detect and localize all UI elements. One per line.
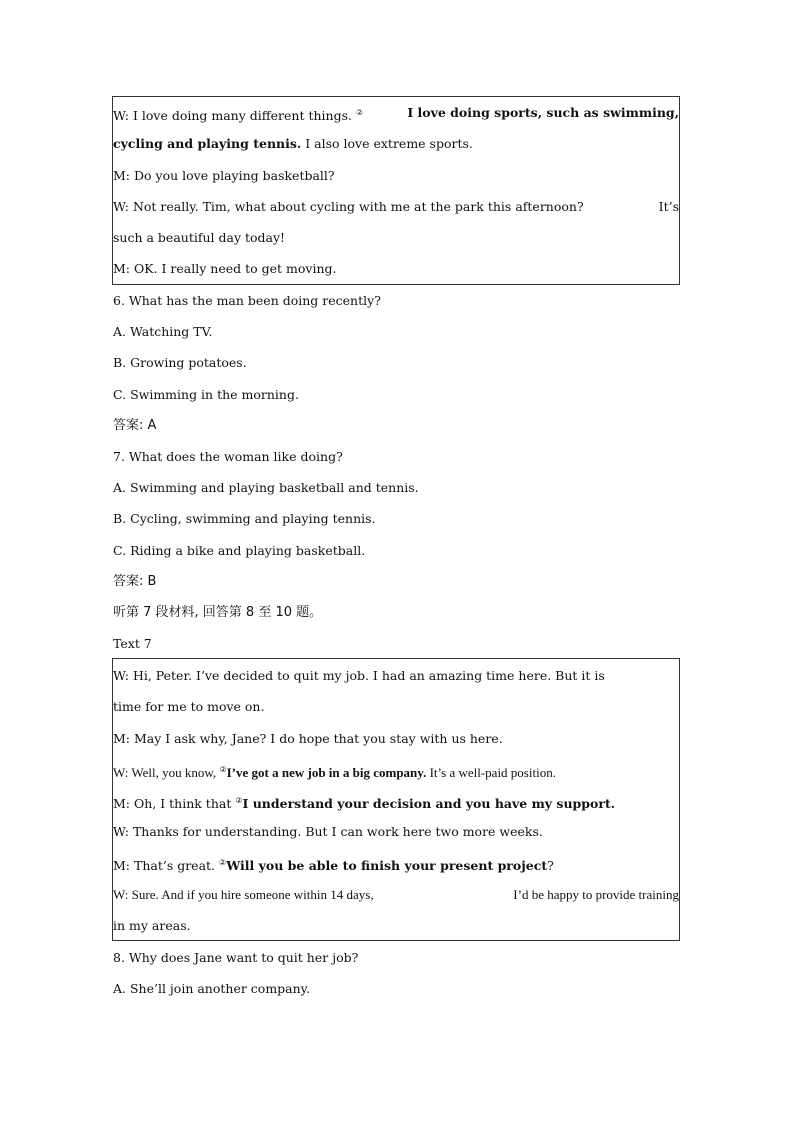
q7-option-c: C. Riding a bike and playing basketball. [113,543,366,558]
transcript7-line-2: time for me to move on. [113,699,265,714]
question-6: 6. What has the man been doing recently? [113,293,381,308]
transcript-line-2: cycling and playing tennis. I also love extreme sports. [113,136,473,151]
highlighted-sentence: I’ve got a new job in a big company. [226,765,427,780]
transcript7-line-9: in my areas. [113,918,191,933]
section-instruction: 听第 7 段材料, 回答第 8 至 10 题。 [113,605,323,620]
transcript7-line-4: W: Well, you know, ②I’ve got a new job in a big company. It’s a well-paid position. [113,765,556,780]
transcript7-line-7: M: That’s great. ②Will you be able to finish your present project? [113,858,554,873]
q6-option-c: C. Swimming in the morning. [113,387,299,402]
q6-option-b: B. Growing potatoes. [113,355,247,370]
question-8: 8. Why does Jane want to quit her job? [113,950,359,965]
q7-option-b: B. Cycling, swimming and playing tennis. [113,511,376,526]
section-title: Text 7 [113,636,152,651]
q8-option-a: A. She’ll join another company. [113,981,311,996]
highlighted-sentence-continued: cycling and playing tennis. [113,136,302,151]
transcript7-line-3: M: May I ask why, Jane? I do hope that you stay with us here. [113,731,503,746]
question-7: 7. What does the woman like doing? [113,449,343,464]
q6-answer: 答案: A [113,418,157,433]
highlighted-sentence: I understand your decision and you have my support. [242,796,616,811]
circled-number-marker: ② [219,765,227,774]
transcript-line-1: W: I love doing many different things. ② I love doing sports, such as swimming, [113,105,679,123]
highlighted-sentence: Will you be able to finish your present project [226,858,548,873]
transcript-line-5: such a beautiful day today! [113,230,286,245]
transcript-line-3: M: Do you love playing basketball? [113,168,335,183]
q7-option-a: A. Swimming and playing basketball and tennis. [113,480,419,495]
q6-option-a: A. Watching TV. [113,324,213,339]
highlighted-sentence: I love doing sports, such as swimming, [407,105,679,120]
transcript7-line-8: W: Sure. And if you hire someone within 14 days, I’d be happy to provide training [113,887,679,902]
circled-number-marker: ② [355,108,364,117]
circled-number-marker: ② [235,796,243,805]
transcript-line-6: M: OK. I really need to get moving. [113,261,337,276]
transcript7-line-1: W: Hi, Peter. I’ve decided to quit my job. I had an amazing time here. But it is [113,668,605,683]
transcript-box-text-6 [112,96,680,285]
transcript7-line-6: W: Thanks for understanding. But I can work here two more weeks. [113,824,543,839]
q7-answer: 答案: B [113,574,157,589]
circled-number-marker: ② [219,858,227,867]
transcript-line-4: W: Not really. Tim, what about cycling with me at the park this afternoon? It’s [113,199,679,214]
transcript7-line-5: M: Oh, I think that ②I understand your decision and you have my support. [113,796,616,811]
